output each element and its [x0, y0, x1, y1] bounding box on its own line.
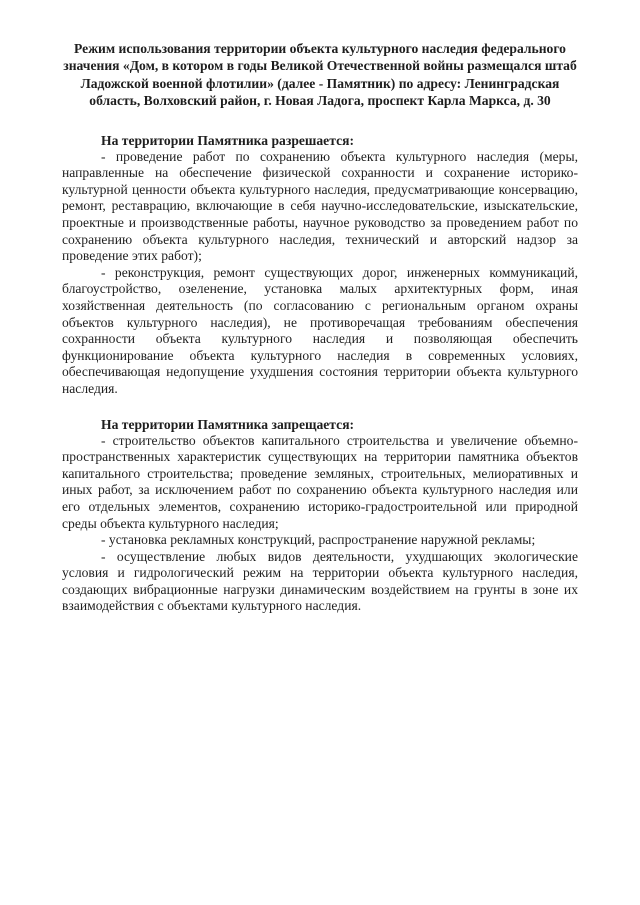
forbidden-heading: На территории Памятника запрещается: [101, 416, 355, 432]
allowed-item-preservation-works: - проведение работ по сохранению объекта культурного наследия (меры, направленные на обеспечение физической сохранности и сохранение историко-культурной ценности объекта культурного наследия, предусматривающие консервацию, ремонт, реставрацию, включающие в себя научно-исследовательские, изыскательские, проектные и производственные работы, научное руководство за проведением работ по сохранению объекта культурного наследия, технический и авторский надзор за проведение этих работ); [62, 148, 578, 264]
forbidden-section [62, 416, 578, 616]
allowed-section [62, 132, 578, 398]
allowed-item-reconstruction: - реконструкция, ремонт существующих дорог, инженерных коммуникаций, благоустройство, озеленение, установка малых архитектурных форм, иная хозяйственная деятельность (по согласованию с региональным органом охраны объектов культурного наследия), не противоречащая требованиям обеспечения сохранности объекта культурного наследия и позволяющая обеспечить функционирование объекта культурного наследия в современных условиях, обеспечивающая недопущение ухудшения состояния территории объекта культурного наследия. [62, 264, 578, 396]
forbidden-item-advertising: - установка рекламных конструкций, распространение наружной рекламы; [101, 532, 536, 548]
allowed-heading: На территории Памятника разрешается: [101, 132, 354, 148]
document-page [62, 40, 578, 615]
document-title: Режим использования территории объекта культурного наследия федерального значения «Дом, в котором в годы Великой Отечественной войны размещался штаб Ладожской военной флотилии» (далее - Памятник) по адресу: Ленинградская область, Волховский район, г. Новая Ладога, проспект Карла Маркса, д. 30 [63, 41, 577, 109]
forbidden-item-construction: - строительство объектов капитального строительства и увеличение объемно-пространственных характеристик существующих на территории памятника объектов капитального строительства; проведение земляных, строительных, мелиоративных и иных работ, за исключением работ по сохранению объекта культурного наследия или его отдельных элементов, сохранению историко-градостроительной или природной среды объекта культурного наследия; [62, 432, 578, 531]
forbidden-item-harmful-activity: - осуществление любых видов деятельности, ухудшающих экологические условия и гидрологический режим на территории объекта культурного наследия, создающих вибрационные нагрузки динамическим воздействием на грунты в зоне их взаимодействия с объектами культурного наследия. [62, 548, 578, 614]
